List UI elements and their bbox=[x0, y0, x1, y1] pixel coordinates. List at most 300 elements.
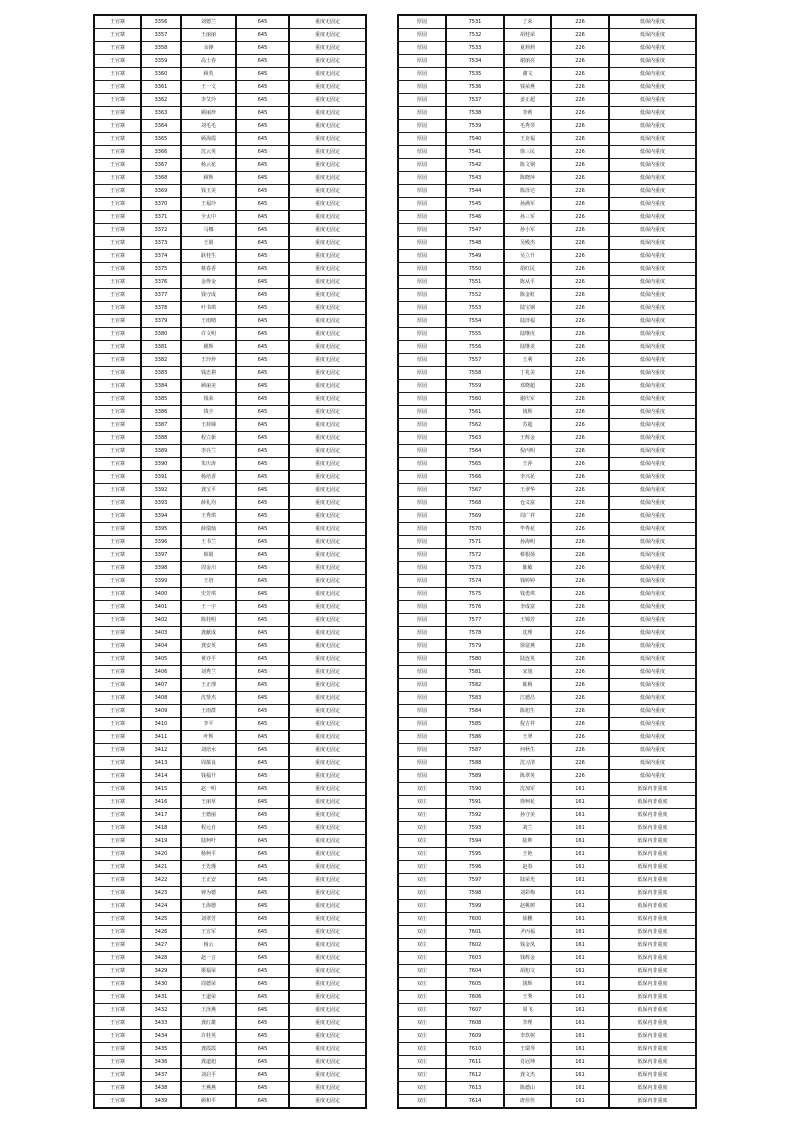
amount-cell: 226 bbox=[551, 341, 609, 354]
village-cell: 厚园 bbox=[398, 315, 446, 328]
village-cell: 双庄 bbox=[398, 887, 446, 900]
id-cell: 3381 bbox=[141, 341, 181, 354]
table-row bbox=[94, 302, 366, 315]
category-cell: 重度无固定 bbox=[289, 627, 366, 640]
category-cell: 重度无固定 bbox=[289, 575, 366, 588]
category-cell: 低保内非重度 bbox=[609, 783, 696, 796]
id-cell: 3364 bbox=[141, 120, 181, 133]
village-cell: 双庄 bbox=[398, 1082, 446, 1095]
category-cell: 重度无固定 bbox=[289, 653, 366, 666]
id-cell: 7554 bbox=[446, 315, 504, 328]
category-cell: 低保内重度 bbox=[609, 731, 696, 744]
amount-cell: 226 bbox=[551, 94, 609, 107]
name-cell: 毛秀琴 bbox=[504, 120, 551, 133]
amount-cell: 226 bbox=[551, 692, 609, 705]
category-cell: 重度无固定 bbox=[289, 510, 366, 523]
name-cell: 顾和平 bbox=[181, 1095, 236, 1109]
table-row bbox=[398, 1030, 696, 1043]
amount-cell: 645 bbox=[236, 211, 289, 224]
village-cell: 厚园 bbox=[398, 406, 446, 419]
table-row bbox=[94, 848, 366, 861]
table-row bbox=[398, 536, 696, 549]
table-row bbox=[398, 289, 696, 302]
village-cell: 厚园 bbox=[398, 120, 446, 133]
amount-cell: 645 bbox=[236, 380, 289, 393]
id-cell: 3356 bbox=[141, 15, 181, 29]
amount-cell: 645 bbox=[236, 68, 289, 81]
table-row bbox=[94, 796, 366, 809]
amount-cell: 645 bbox=[236, 588, 289, 601]
name-cell: 顾英 bbox=[181, 68, 236, 81]
category-cell: 低保内重度 bbox=[609, 523, 696, 536]
category-cell: 重度无固定 bbox=[289, 809, 366, 822]
category-cell: 低保内重度 bbox=[609, 172, 696, 185]
category-cell: 低保内重度 bbox=[609, 744, 696, 757]
name-cell: 陆帅 bbox=[504, 835, 551, 848]
amount-cell: 645 bbox=[236, 770, 289, 783]
amount-cell: 226 bbox=[551, 588, 609, 601]
village-cell: 王官寨 bbox=[94, 575, 141, 588]
id-cell: 3412 bbox=[141, 744, 181, 757]
table-row bbox=[94, 237, 366, 250]
name-cell: 姜正超 bbox=[504, 94, 551, 107]
table-row bbox=[398, 471, 696, 484]
table-row bbox=[94, 276, 366, 289]
id-cell: 7609 bbox=[446, 1030, 504, 1043]
name-cell: 谢庆军 bbox=[504, 393, 551, 406]
name-cell: 钱辉金 bbox=[504, 952, 551, 965]
amount-cell: 645 bbox=[236, 549, 289, 562]
village-cell: 王官寨 bbox=[94, 510, 141, 523]
category-cell: 低保内重度 bbox=[609, 302, 696, 315]
village-cell: 王官寨 bbox=[94, 900, 141, 913]
id-cell: 7569 bbox=[446, 510, 504, 523]
amount-cell: 645 bbox=[236, 1030, 289, 1043]
amount-cell: 161 bbox=[551, 991, 609, 1004]
table-row bbox=[94, 783, 366, 796]
category-cell: 重度无固定 bbox=[289, 29, 366, 42]
table-row bbox=[398, 458, 696, 471]
category-cell: 重度无固定 bbox=[289, 549, 366, 562]
name-cell: 王丽丽 bbox=[181, 29, 236, 42]
id-cell: 7563 bbox=[446, 432, 504, 445]
name-cell: 孙三军 bbox=[504, 211, 551, 224]
amount-cell: 161 bbox=[551, 926, 609, 939]
village-cell: 厚园 bbox=[398, 276, 446, 289]
amount-cell: 226 bbox=[551, 367, 609, 380]
table-row bbox=[94, 133, 366, 146]
name-cell: 李兴花 bbox=[504, 471, 551, 484]
table-row bbox=[94, 419, 366, 432]
category-cell: 重度无固定 bbox=[289, 328, 366, 341]
category-cell: 低保内重度 bbox=[609, 718, 696, 731]
category-cell: 重度无固定 bbox=[289, 211, 366, 224]
id-cell: 7598 bbox=[446, 887, 504, 900]
village-cell: 厚园 bbox=[398, 601, 446, 614]
table-row bbox=[398, 198, 696, 211]
category-cell: 重度无固定 bbox=[289, 406, 366, 419]
amount-cell: 226 bbox=[551, 679, 609, 692]
category-cell: 低保内重度 bbox=[609, 666, 696, 679]
amount-cell: 161 bbox=[551, 887, 609, 900]
village-cell: 厚园 bbox=[398, 757, 446, 770]
amount-cell: 161 bbox=[551, 1082, 609, 1095]
amount-cell: 645 bbox=[236, 913, 289, 926]
amount-cell: 645 bbox=[236, 94, 289, 107]
amount-cell: 645 bbox=[236, 445, 289, 458]
name-cell: 陈敏 bbox=[504, 562, 551, 575]
amount-cell: 645 bbox=[236, 432, 289, 445]
name-cell: 王先瑾 bbox=[181, 861, 236, 874]
table-row bbox=[398, 1043, 696, 1056]
amount-cell: 645 bbox=[236, 653, 289, 666]
village-cell: 王官寨 bbox=[94, 211, 141, 224]
amount-cell: 645 bbox=[236, 744, 289, 757]
amount-cell: 226 bbox=[551, 705, 609, 718]
village-cell: 王官寨 bbox=[94, 276, 141, 289]
amount-cell: 645 bbox=[236, 55, 289, 68]
village-cell: 王官寨 bbox=[94, 731, 141, 744]
category-cell: 低保内重度 bbox=[609, 393, 696, 406]
category-cell: 低保内重度 bbox=[609, 562, 696, 575]
amount-cell: 226 bbox=[551, 471, 609, 484]
village-cell: 王官寨 bbox=[94, 341, 141, 354]
id-cell: 7603 bbox=[446, 952, 504, 965]
name-cell: 龚安英 bbox=[181, 640, 236, 653]
table-row bbox=[398, 15, 696, 29]
id-cell: 7549 bbox=[446, 250, 504, 263]
name-cell: 蔡春香 bbox=[181, 263, 236, 276]
table-row bbox=[398, 575, 696, 588]
id-cell: 7576 bbox=[446, 601, 504, 614]
id-cell: 3420 bbox=[141, 848, 181, 861]
category-cell: 低保内非重度 bbox=[609, 926, 696, 939]
id-cell: 3377 bbox=[141, 289, 181, 302]
id-cell: 3368 bbox=[141, 172, 181, 185]
table-row bbox=[94, 510, 366, 523]
village-cell: 厚园 bbox=[398, 432, 446, 445]
amount-cell: 645 bbox=[236, 29, 289, 42]
name-cell: 钟为德 bbox=[181, 887, 236, 900]
id-cell: 3378 bbox=[141, 302, 181, 315]
id-cell: 7602 bbox=[446, 939, 504, 952]
name-cell: 王正理 bbox=[181, 679, 236, 692]
category-cell: 重度无固定 bbox=[289, 926, 366, 939]
category-cell: 低保内重度 bbox=[609, 94, 696, 107]
village-cell: 王官寨 bbox=[94, 94, 141, 107]
name-cell: 刘秀兰 bbox=[181, 666, 236, 679]
table-row bbox=[94, 523, 366, 536]
amount-cell: 645 bbox=[236, 198, 289, 211]
name-cell: 吴殿杰 bbox=[504, 237, 551, 250]
category-cell: 重度无固定 bbox=[289, 861, 366, 874]
village-cell: 王官寨 bbox=[94, 250, 141, 263]
name-cell: 王宣军 bbox=[181, 926, 236, 939]
name-cell: 龚文杰 bbox=[504, 1069, 551, 1082]
village-cell: 双庄 bbox=[398, 822, 446, 835]
village-cell: 双庄 bbox=[398, 1069, 446, 1082]
name-cell: 赵春 bbox=[504, 861, 551, 874]
village-cell: 王官寨 bbox=[94, 562, 141, 575]
table-row bbox=[94, 588, 366, 601]
amount-cell: 226 bbox=[551, 29, 609, 42]
village-cell: 厚园 bbox=[398, 289, 446, 302]
id-cell: 3434 bbox=[141, 1030, 181, 1043]
village-cell: 双庄 bbox=[398, 1056, 446, 1069]
amount-cell: 645 bbox=[236, 1069, 289, 1082]
village-cell: 双庄 bbox=[398, 900, 446, 913]
id-cell: 7552 bbox=[446, 289, 504, 302]
village-cell: 厚园 bbox=[398, 263, 446, 276]
village-cell: 厚园 bbox=[398, 250, 446, 263]
name-cell: 胡旭文 bbox=[504, 965, 551, 978]
amount-cell: 645 bbox=[236, 224, 289, 237]
id-cell: 7542 bbox=[446, 159, 504, 172]
amount-cell: 161 bbox=[551, 978, 609, 991]
table-row bbox=[94, 601, 366, 614]
amount-cell: 645 bbox=[236, 991, 289, 1004]
category-cell: 低保内重度 bbox=[609, 692, 696, 705]
id-cell: 3432 bbox=[141, 1004, 181, 1017]
table-row bbox=[398, 835, 696, 848]
name-cell: 倪吉祥 bbox=[504, 718, 551, 731]
id-cell: 3430 bbox=[141, 978, 181, 991]
name-cell: 栗福荣 bbox=[181, 965, 236, 978]
name-cell: 钱辉 bbox=[504, 978, 551, 991]
amount-cell: 645 bbox=[236, 237, 289, 250]
id-cell: 7578 bbox=[446, 627, 504, 640]
amount-cell: 226 bbox=[551, 263, 609, 276]
name-cell: 孙满军 bbox=[504, 198, 551, 211]
id-cell: 3413 bbox=[141, 757, 181, 770]
table-row bbox=[94, 1043, 366, 1056]
village-cell: 厚园 bbox=[398, 679, 446, 692]
category-cell: 重度无固定 bbox=[289, 770, 366, 783]
amount-cell: 226 bbox=[551, 328, 609, 341]
category-cell: 重度无固定 bbox=[289, 367, 366, 380]
table-row bbox=[94, 874, 366, 887]
village-cell: 王官寨 bbox=[94, 965, 141, 978]
id-cell: 7590 bbox=[446, 783, 504, 796]
village-cell: 双庄 bbox=[398, 783, 446, 796]
name-cell: 王娟 bbox=[181, 237, 236, 250]
name-cell: 谢文 bbox=[504, 68, 551, 81]
amount-cell: 645 bbox=[236, 15, 289, 29]
name-cell: 钱金凤 bbox=[504, 939, 551, 952]
table-row bbox=[398, 1069, 696, 1082]
name-cell: 杨柯平 bbox=[181, 848, 236, 861]
id-cell: 3419 bbox=[141, 835, 181, 848]
village-cell: 王官寨 bbox=[94, 315, 141, 328]
table-row bbox=[94, 731, 366, 744]
village-cell: 王官寨 bbox=[94, 1069, 141, 1082]
id-cell: 3394 bbox=[141, 510, 181, 523]
id-cell: 3393 bbox=[141, 497, 181, 510]
name-cell: 苏超 bbox=[504, 419, 551, 432]
table-row bbox=[398, 796, 696, 809]
table-row bbox=[398, 1082, 696, 1095]
village-cell: 双庄 bbox=[398, 1004, 446, 1017]
id-cell: 3439 bbox=[141, 1095, 181, 1109]
category-cell: 低保内重度 bbox=[609, 341, 696, 354]
village-cell: 厚园 bbox=[398, 146, 446, 159]
table-row bbox=[398, 939, 696, 952]
id-cell: 7560 bbox=[446, 393, 504, 406]
table-row bbox=[94, 718, 366, 731]
category-cell: 低保内重度 bbox=[609, 575, 696, 588]
name-cell: 丁兆美 bbox=[504, 367, 551, 380]
amount-cell: 226 bbox=[551, 744, 609, 757]
id-cell: 3382 bbox=[141, 354, 181, 367]
table-row bbox=[398, 510, 696, 523]
amount-cell: 226 bbox=[551, 523, 609, 536]
amount-cell: 645 bbox=[236, 471, 289, 484]
id-cell: 7593 bbox=[446, 822, 504, 835]
category-cell: 重度无固定 bbox=[289, 887, 366, 900]
id-cell: 3391 bbox=[141, 471, 181, 484]
id-cell: 7562 bbox=[446, 419, 504, 432]
amount-cell: 226 bbox=[551, 15, 609, 29]
category-cell: 重度无固定 bbox=[289, 640, 366, 653]
id-cell: 7531 bbox=[446, 15, 504, 29]
village-cell: 双庄 bbox=[398, 796, 446, 809]
table-row bbox=[94, 679, 366, 692]
amount-cell: 226 bbox=[551, 458, 609, 471]
table-row bbox=[94, 770, 366, 783]
table-row bbox=[94, 640, 366, 653]
village-cell: 王官寨 bbox=[94, 1043, 141, 1056]
amount-cell: 645 bbox=[236, 666, 289, 679]
category-cell: 重度无固定 bbox=[289, 835, 366, 848]
amount-cell: 161 bbox=[551, 1004, 609, 1017]
name-cell: 王利 bbox=[504, 354, 551, 367]
table-row bbox=[398, 809, 696, 822]
id-cell: 7540 bbox=[446, 133, 504, 146]
category-cell: 重度无固定 bbox=[289, 120, 366, 133]
category-cell: 低保内非重度 bbox=[609, 1095, 696, 1109]
village-cell: 王官寨 bbox=[94, 666, 141, 679]
amount-cell: 161 bbox=[551, 822, 609, 835]
category-cell: 低保内非重度 bbox=[609, 1017, 696, 1030]
amount-cell: 645 bbox=[236, 718, 289, 731]
id-cell: 7561 bbox=[446, 406, 504, 419]
category-cell: 重度无固定 bbox=[289, 588, 366, 601]
name-cell: 肖冠坤 bbox=[504, 1056, 551, 1069]
name-cell: 王一文 bbox=[181, 81, 236, 94]
name-cell: 刘翠芳 bbox=[181, 913, 236, 926]
table-row bbox=[94, 471, 366, 484]
table-row bbox=[94, 1082, 366, 1095]
id-cell: 3371 bbox=[141, 211, 181, 224]
name-cell: 程元自 bbox=[181, 822, 236, 835]
table-row bbox=[398, 55, 696, 68]
amount-cell: 226 bbox=[551, 718, 609, 731]
category-cell: 重度无固定 bbox=[289, 146, 366, 159]
table-row bbox=[398, 1017, 696, 1030]
category-cell: 重度无固定 bbox=[289, 198, 366, 211]
name-cell: 邓晓超 bbox=[504, 380, 551, 393]
table-row bbox=[398, 406, 696, 419]
amount-cell: 645 bbox=[236, 497, 289, 510]
amount-cell: 645 bbox=[236, 939, 289, 952]
category-cell: 重度无固定 bbox=[289, 68, 366, 81]
id-cell: 7595 bbox=[446, 848, 504, 861]
id-cell: 3385 bbox=[141, 393, 181, 406]
amount-cell: 645 bbox=[236, 562, 289, 575]
id-cell: 7537 bbox=[446, 94, 504, 107]
id-cell: 7568 bbox=[446, 497, 504, 510]
village-cell: 厚园 bbox=[398, 15, 446, 29]
village-cell: 王官寨 bbox=[94, 770, 141, 783]
id-cell: 7541 bbox=[446, 146, 504, 159]
category-cell: 低保内非重度 bbox=[609, 861, 696, 874]
category-cell: 重度无固定 bbox=[289, 692, 366, 705]
name-cell: 李玖树 bbox=[504, 1030, 551, 1043]
village-cell: 王官寨 bbox=[94, 978, 141, 991]
table-row bbox=[398, 705, 696, 718]
amount-cell: 226 bbox=[551, 562, 609, 575]
table-row bbox=[94, 289, 366, 302]
table-row bbox=[94, 94, 366, 107]
amount-cell: 645 bbox=[236, 692, 289, 705]
table-row bbox=[94, 172, 366, 185]
amount-cell: 226 bbox=[551, 42, 609, 55]
category-cell: 重度无固定 bbox=[289, 315, 366, 328]
category-cell: 重度无固定 bbox=[289, 380, 366, 393]
category-cell: 重度无固定 bbox=[289, 55, 366, 68]
category-cell: 重度无固定 bbox=[289, 1095, 366, 1109]
table-row bbox=[398, 991, 696, 1004]
table-row bbox=[398, 29, 696, 42]
name-cell: 王海德 bbox=[181, 900, 236, 913]
name-cell: 沈加军 bbox=[504, 783, 551, 796]
id-cell: 7581 bbox=[446, 666, 504, 679]
village-cell: 双庄 bbox=[398, 939, 446, 952]
category-cell: 重度无固定 bbox=[289, 42, 366, 55]
category-cell: 低保内非重度 bbox=[609, 913, 696, 926]
table-row bbox=[398, 861, 696, 874]
village-cell: 双庄 bbox=[398, 978, 446, 991]
name-cell: 尹丙福 bbox=[504, 926, 551, 939]
name-cell: 王培 bbox=[181, 575, 236, 588]
name-cell: 李理 bbox=[504, 1017, 551, 1030]
village-cell: 王官寨 bbox=[94, 588, 141, 601]
amount-cell: 226 bbox=[551, 107, 609, 120]
village-cell: 厚园 bbox=[398, 211, 446, 224]
table-row bbox=[94, 211, 366, 224]
village-cell: 王官寨 bbox=[94, 692, 141, 705]
category-cell: 低保内重度 bbox=[609, 380, 696, 393]
name-cell: 王秀 bbox=[504, 991, 551, 1004]
category-cell: 重度无固定 bbox=[289, 354, 366, 367]
category-cell: 重度无固定 bbox=[289, 614, 366, 627]
table-row bbox=[398, 120, 696, 133]
id-cell: 3398 bbox=[141, 562, 181, 575]
id-cell: 3427 bbox=[141, 939, 181, 952]
village-cell: 双庄 bbox=[398, 848, 446, 861]
village-cell: 王官寨 bbox=[94, 1095, 141, 1109]
category-cell: 低保内重度 bbox=[609, 328, 696, 341]
category-cell: 低保内非重度 bbox=[609, 874, 696, 887]
name-cell: 杨云 bbox=[181, 939, 236, 952]
id-cell: 7599 bbox=[446, 900, 504, 913]
name-cell: 李莉 bbox=[504, 107, 551, 120]
village-cell: 双庄 bbox=[398, 991, 446, 1004]
name-cell: 陈桂明 bbox=[181, 614, 236, 627]
amount-cell: 645 bbox=[236, 835, 289, 848]
name-cell: 刘培水 bbox=[181, 744, 236, 757]
name-cell: 薛礼均 bbox=[181, 497, 236, 510]
